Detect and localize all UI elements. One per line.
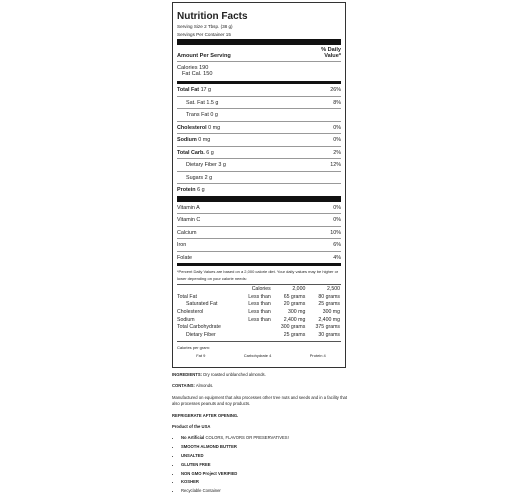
product-info <box>172 372 352 497</box>
ingredients: INGREDIENTS: Dry roasted unblanched almonds. <box>172 372 266 377</box>
table-row: Total Carbohydrate 300 grams 375 grams <box>177 324 340 331</box>
feature-list <box>172 435 352 494</box>
daily-value-table <box>177 285 340 338</box>
row-total-carb: Total Carb. 6 g 2% <box>177 146 341 159</box>
table-row: Cholesterol Less than 300 mg 300 mg <box>177 308 340 315</box>
row-protein: Protein 6 g <box>177 183 341 196</box>
daily-value-footnote: *Percent Daily Values are based on a 2,000 calorie diet. Your daily values may be higher or lower depending on your calorie needs: <box>177 269 339 281</box>
list-item: • GLUTEN FREE <box>181 462 352 468</box>
row-iron: Iron 6% <box>177 238 341 251</box>
label-title: Nutrition Facts <box>177 11 248 22</box>
refrigerate-note: REFRIGERATE AFTER OPENING. <box>172 412 239 418</box>
product-of: Product of the USA <box>172 424 211 430</box>
row-dietary-fiber: Dietary Fiber 3 g 12% <box>177 158 341 171</box>
row-folate: Folate 4% <box>177 251 341 264</box>
list-item: • SMOOTH ALMOND BUTTER <box>181 444 352 450</box>
calories-block <box>177 61 341 81</box>
list-item: • Recyclable Container <box>181 488 352 494</box>
contains: CONTAINS: Almonds. <box>172 383 214 389</box>
row-total-fat: Total Fat 17 g 26% <box>177 87 341 94</box>
row-cholesterol: Cholesterol 0 mg 0% <box>177 121 341 134</box>
table-header-row: Calories 2,000 2,500 <box>251 286 340 293</box>
table-row: Total Fat Less than 65 grams 80 grams <box>177 293 340 300</box>
table-row: Dietary Fiber 25 grams 30 grams <box>186 331 340 338</box>
row-vitamin-c: Vitamin C 0% <box>177 213 341 226</box>
row-trans-fat: Trans Fat 0 g <box>177 108 341 121</box>
row-calcium: Calcium 10% <box>177 226 341 239</box>
table-row: Sodium Less than 2,400 mg 2,400 mg <box>177 316 340 323</box>
row-sodium: Sodium 0 mg 0% <box>177 133 341 146</box>
row-vitamin-a: Vitamin A 0% <box>177 204 341 211</box>
amount-per-serving-header <box>177 45 341 61</box>
row-sugars: Sugars 2 g <box>177 171 341 184</box>
amount-per-serving: Amount Per Serving <box>177 53 231 59</box>
daily-value-header: % Daily Value* <box>321 47 341 59</box>
list-item: • NON GMO Project VERIFIED <box>181 471 352 477</box>
list-item: • No Artificial COLORS, FLAVORS OR PRESERVATIVES! <box>181 435 352 441</box>
list-item: • KOSHER <box>181 479 352 485</box>
calories-per-gram-values: Fat 9 Carbohydrate 4 Protein 4 <box>196 352 326 358</box>
serving-size: Serving Size 2 Tbsp. (38 g) <box>177 24 233 29</box>
table-row: Saturated Fat Less than 20 grams 25 grams <box>186 301 340 308</box>
manufactured-note: Manufactured on equipment that also processes other tree nuts and seeds and in a facility that also processes peanuts and soy products. <box>172 394 348 407</box>
row-sat-fat: Sat. Fat 1.5 g 8% <box>177 96 341 109</box>
calories: Calories 190 <box>177 65 209 71</box>
fat-calories: Fat Cal. 150 <box>182 71 213 78</box>
servings-per-container: Servings Per Container 15 <box>177 32 231 37</box>
nutrition-facts-label <box>172 2 346 368</box>
list-item: • UNSALTED <box>181 453 352 459</box>
calories-per-gram-label: Calories per gram: <box>177 344 210 350</box>
